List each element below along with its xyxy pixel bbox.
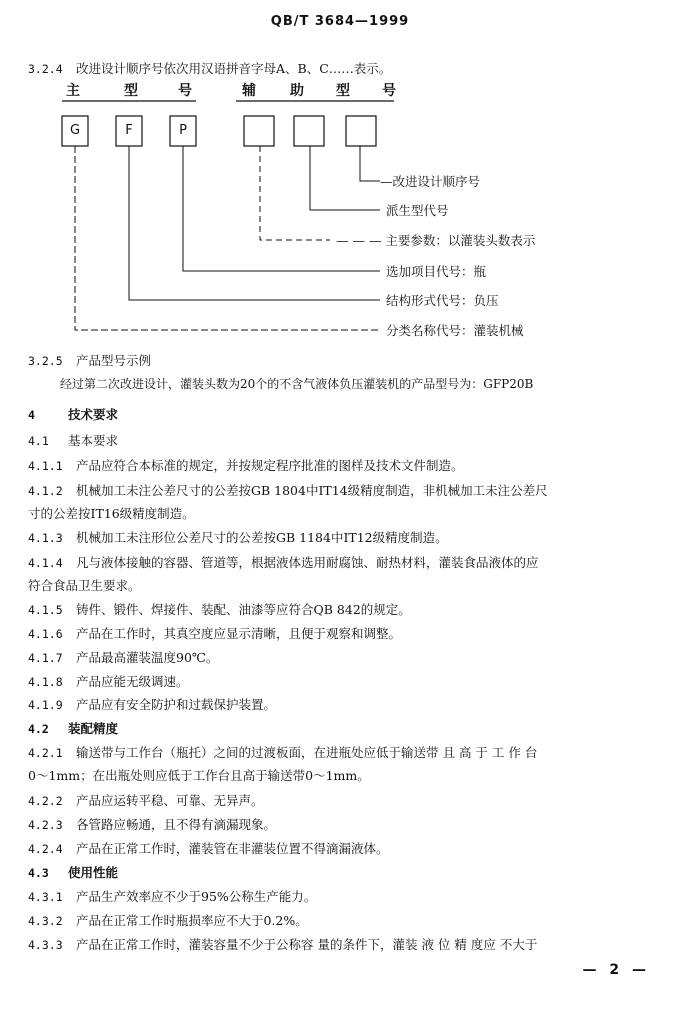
clause-number: 4.1.1 [28,459,63,473]
clause-number: 4.1.6 [28,627,63,641]
clause-4-1-8 [28,673,189,691]
clause-4-2-3 [28,816,276,834]
clause-text: 产品在正常工作时，灌装管在非灌装位置不得滴漏液体。 [76,841,389,856]
clause-number: 4.1.9 [28,698,63,712]
model-code-diagram [0,0,680,360]
clause-4-1-5 [28,601,411,619]
clause-number: 4.1.5 [28,603,63,617]
clause-text: 产品最高灌装温度90℃。 [76,650,219,665]
clause-number: 4.1.2 [28,484,63,498]
clause-text: 产品应有安全防护和过载保护装置。 [76,697,277,712]
clause-4-3-3 [28,936,537,954]
section-title: 基本要求 [68,433,119,448]
label-design-seq: —改进设计顺序号 [380,174,481,189]
clause-number: 4.2.1 [28,746,63,760]
section-4-3 [28,864,118,882]
clause-4-1-4-cont: 符合食品卫生要求。 [28,578,141,593]
section-text: 改进设计顺序号依次用汉语拼音字母A、B、C……表示。 [76,61,392,76]
example-paragraph: 经过第二次改进设计，灌装头数为20个的不含气液体负压灌装机的产品型号为：GFP20B [60,377,534,391]
box-design-seq [346,116,376,146]
label-option: 选加项目代号：瓶 [386,264,487,279]
clause-4-2-2 [28,792,264,810]
section-number: 4 [28,408,35,422]
leader-param [260,146,330,240]
clause-number: 4.3.1 [28,890,63,904]
clause-4-1-3 [28,529,448,547]
aux-title-char-3: 型 [336,83,350,99]
section-4-1 [28,432,118,450]
clause-4-2-1 [28,744,537,762]
clause-4-2-4 [28,840,389,858]
aux-title-char-4: 号 [382,83,396,99]
clause-4-1-2 [28,482,548,500]
box-letter-g: G [69,123,81,138]
clause-text: 产品生产效率应不少于95%公称生产能力。 [76,889,317,904]
leader-derived [310,146,380,210]
section-title: 技术要求 [68,407,119,422]
page-number: — 2 — [582,962,650,978]
clause-text: 产品在工作时，其真空度应显示清晰，且便于观察和调整。 [76,626,402,641]
clause-4-3-2 [28,912,308,930]
clause-number: 4.2.2 [28,794,63,808]
clause-4-1-4 [28,554,539,572]
section-3-2-5 [28,352,151,370]
aux-title-char-1: 辅 [242,83,256,99]
clause-text: 机械加工未注公差尺寸的公差按GB 1804中IT14级精度制造，非机械加工未注公差尺 [76,483,548,498]
clause-number: 4.1.7 [28,651,63,665]
main-title-char-2: 型 [124,83,138,99]
section-number: 4.3 [28,866,49,880]
section-4 [28,406,118,424]
clause-number: 4.1.4 [28,556,63,570]
label-derived: 派生型代号 [386,203,449,218]
clause-text: 输送带与工作台（瓶托）之间的过渡板面，在进瓶处应低于输送带 且 高 于 工 作 台 [76,745,538,760]
main-title-char-1: 主 [66,83,80,99]
leader-design-seq [360,146,380,181]
section-3-2-4 [28,60,391,78]
clause-text: 产品应运转平稳、可靠、无异声。 [76,793,264,808]
clause-4-1-9 [28,696,276,714]
clause-4-1-2-cont: 寸的公差按IT16级精度制造。 [28,506,195,521]
clause-text: 产品在正常工作时，灌装容量不少于公称容 量的条件下，灌装 液 位 精 度应 不大于 [76,937,538,952]
clause-4-1-1 [28,457,464,475]
clause-text: 各管路应畅通，且不得有滴漏现象。 [76,817,277,832]
clause-number: 4.1.8 [28,675,63,689]
clause-4-1-6 [28,625,401,643]
section-4-2 [28,720,118,738]
clause-4-2-1-cont: 0～1mm；在出瓶处则应低于工作台且高于输送带0～1mm。 [28,768,370,783]
clause-4-3-1 [28,888,316,906]
leader-structure [129,146,380,300]
clause-text: 凡与液体接触的容器、管道等，根据液体选用耐腐蚀、耐热材料，灌装食品液体的应 [76,555,539,570]
box-letter-p: P [179,123,187,138]
page-header: QB/T 3684—1999 [270,14,410,29]
clause-text: 产品应符合本标准的规定，并按规定程序批准的图样及技术文件制造。 [76,458,464,473]
section-number: 3.2.4 [28,62,63,76]
leader-option [183,146,380,271]
clause-text: 产品应能无级调速。 [76,674,189,689]
clause-text: 铸件、锻件、焊接件、装配、油漆等应符合QB 842的规定。 [76,602,411,617]
clause-text: 机械加工未注形位公差尺寸的公差按GB 1184中IT12级精度制造。 [76,530,448,545]
label-main-param: — — — 主要参数：以灌装头数表示 [336,233,536,248]
clause-number: 4.3.2 [28,914,63,928]
section-title: 装配精度 [68,721,119,736]
clause-number: 4.3.3 [28,938,63,952]
label-category: 分类名称代号：灌装机械 [386,323,524,338]
main-title-char-3: 号 [178,83,192,99]
clause-number: 4.2.4 [28,842,63,856]
box-derived [294,116,324,146]
box-letter-f: F [125,123,133,138]
clause-4-1-7 [28,649,218,667]
aux-title-char-2: 助 [290,83,304,99]
label-structure: 结构形式代号：负压 [386,293,499,308]
section-number: 4.1 [28,434,49,448]
section-title: 使用性能 [68,865,119,880]
section-title: 产品型号示例 [76,353,152,368]
section-number: 4.2 [28,722,49,736]
leader-category [75,146,380,330]
box-param [244,116,274,146]
clause-number: 4.2.3 [28,818,63,832]
section-number: 3.2.5 [28,354,63,368]
clause-number: 4.1.3 [28,531,63,545]
clause-text: 产品在正常工作时瓶损率应不大于0.2%。 [76,913,308,928]
